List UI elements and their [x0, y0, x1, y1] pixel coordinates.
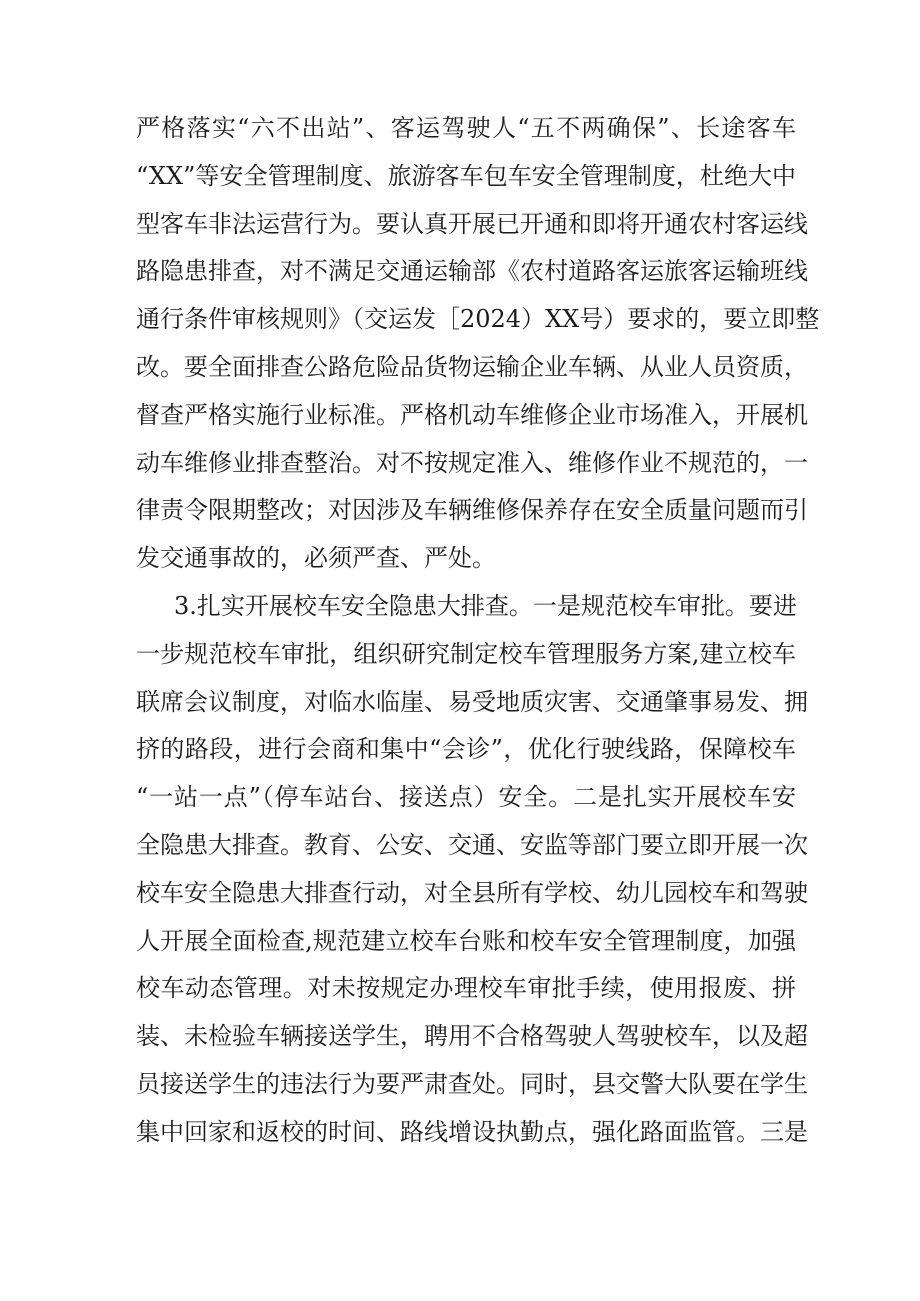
- text-line: “一站一点”（停车站台、接送点）安全。二是扎实开展校车安: [136, 783, 796, 812]
- text-line: 督查严格实施行业标准。严格机动车维修企业市场准入，开展机: [136, 400, 808, 429]
- text-line: 改。要全面排查公路危险品货物运输企业车辆、从业人员资质，: [136, 352, 808, 381]
- document-page: [136, 105, 820, 1157]
- text-line: 发交通事故的，必须严查、严处。: [136, 544, 496, 573]
- text-line: “XX”等安全管理制度、旅游客车包车安全管理制度，杜绝大中: [136, 161, 796, 190]
- text-line: 人开展全面检查,规范建立校车台账和校车安全管理制度，加强: [136, 926, 796, 955]
- text-line: 全隐患大排查。教育、公安、交通、安监等部门要立即开展一次: [136, 830, 808, 859]
- paragraph-2: [136, 583, 808, 1157]
- text-line: 校车安全隐患大排查行动，对全县所有学校、幼儿园校车和驾驶: [136, 878, 808, 907]
- text-line: 一步规范校车审批，组织研究制定校车管理服务方案,建立校车: [136, 639, 796, 668]
- text-line: 动车维修业排查整治。对不按规定准入、维修作业不规范的，一: [136, 448, 808, 477]
- text-line: 律责令限期整改；对因涉及车辆维修保养存在安全质量问题而引: [136, 496, 808, 525]
- text-line: 路隐患排查，对不满足交通运输部《农村道路客运旅客运输班线: [136, 257, 808, 286]
- text-line: 装、未检验车辆接送学生，聘用不合格驾驶人驾驶校车，以及超: [136, 1022, 808, 1051]
- paragraph-1: [136, 105, 820, 583]
- text-line: 校车动态管理。对未按规定办理校车审批手续，使用报废、拼: [136, 974, 796, 1003]
- text-line: 通行条件审核规则》（交运发［2024）XX号）要求的，要立即整: [136, 305, 820, 334]
- text-line: 型客车非法运营行为。要认真开展已开通和即将开通农村客运线: [136, 209, 808, 238]
- text-line: 联席会议制度，对临水临崖、易受地质灾害、交通肇事易发、拥: [136, 687, 808, 716]
- text-line: 挤的路段，进行会商和集中“会诊”，优化行驶线路，保障校车: [136, 735, 796, 764]
- text-line: 集中回家和返校的时间、路线增设执勤点，强化路面监管。三是: [136, 1117, 808, 1146]
- text-line: 3.扎实开展校车安全隐患大排查。一是规范校车审批。要进: [174, 591, 797, 620]
- text-line: 员接送学生的违法行为要严肃查处。同时，县交警大队要在学生: [136, 1069, 808, 1098]
- text-line: 严格落实“六不出站”、客运驾驶人“五不两确保”、长途客车: [136, 114, 796, 142]
